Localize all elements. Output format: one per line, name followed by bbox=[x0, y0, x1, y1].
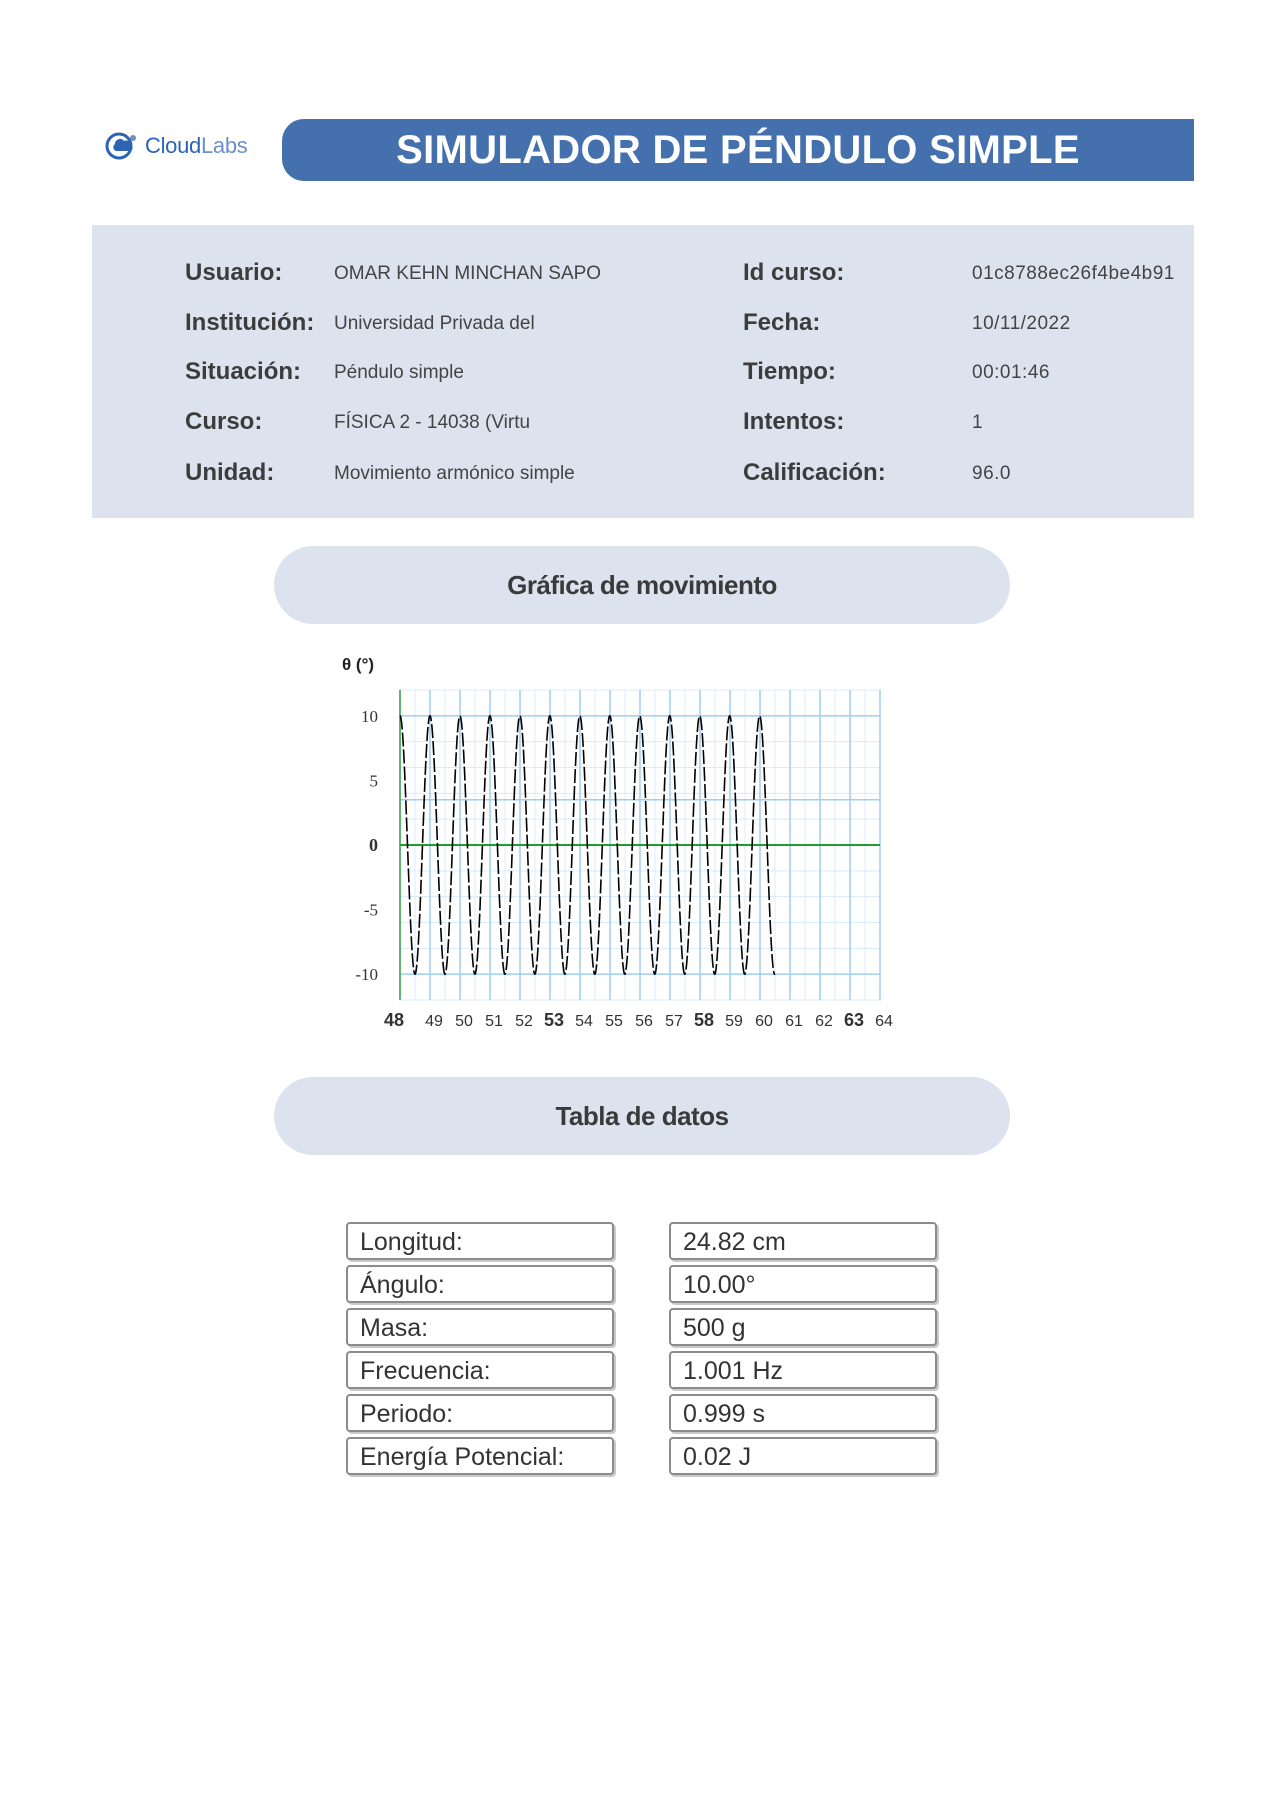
info-label-situacion: Situación: bbox=[185, 358, 302, 385]
y-tick-label: -10 bbox=[355, 965, 378, 985]
info-label-usuario: Usuario: bbox=[185, 259, 283, 286]
table-section-header bbox=[274, 1077, 1010, 1155]
x-tick-label: 58 bbox=[693, 1010, 715, 1030]
x-tick-label: 51 bbox=[485, 1013, 503, 1030]
logo-text-cloud: Cloud bbox=[145, 133, 201, 158]
info-row bbox=[92, 301, 1194, 341]
x-tick-label: 48 bbox=[383, 1010, 405, 1030]
x-tick-label: 59 bbox=[725, 1013, 743, 1030]
y-tick-label: 0 bbox=[369, 835, 378, 855]
x-tick-label: 62 bbox=[815, 1013, 833, 1030]
info-label-id-curso: Id curso: bbox=[743, 259, 845, 286]
info-label-institucion: Institución: bbox=[185, 309, 315, 336]
x-tick-label: 61 bbox=[785, 1013, 803, 1030]
info-value-tiempo: 00:01:46 bbox=[972, 362, 1050, 383]
info-label-tiempo: Tiempo: bbox=[743, 358, 836, 385]
x-tick-label: 55 bbox=[605, 1013, 623, 1030]
row-value-longitud: 24.82 cm bbox=[669, 1222, 937, 1260]
motion-chart bbox=[330, 650, 910, 1050]
row-label-longitud: Longitud: bbox=[346, 1222, 614, 1260]
x-tick-label: 53 bbox=[543, 1010, 565, 1030]
info-value-usuario: OMAR KEHN MINCHAN SAPO bbox=[334, 263, 602, 284]
info-label-intentos: Intentos: bbox=[743, 408, 845, 435]
row-label-periodo: Periodo: bbox=[346, 1394, 614, 1432]
info-row bbox=[92, 251, 1194, 291]
table-row bbox=[346, 1222, 938, 1260]
table-section-title: Tabla de datos bbox=[555, 1100, 729, 1131]
info-value-fecha: 10/11/2022 bbox=[972, 313, 1071, 334]
title-bar bbox=[282, 119, 1194, 181]
y-tick-label: -5 bbox=[363, 900, 378, 920]
table-row bbox=[346, 1308, 938, 1346]
info-value-situacion: Péndulo simple bbox=[334, 362, 464, 383]
info-value-id-curso: 01c8788ec26f4be4b91 bbox=[972, 263, 1175, 284]
row-value-angulo: 10.00° bbox=[669, 1265, 937, 1303]
info-label-unidad: Unidad: bbox=[185, 459, 275, 486]
info-label-calificacion: Calificación: bbox=[743, 459, 886, 486]
x-tick-label: 56 bbox=[635, 1013, 653, 1030]
info-label-fecha: Fecha: bbox=[743, 309, 821, 336]
info-value-calificacion: 96.0 bbox=[972, 463, 1011, 484]
x-tick-label: 64 bbox=[875, 1013, 893, 1030]
table-row bbox=[346, 1265, 938, 1303]
logo-text-labs: Labs bbox=[200, 133, 248, 158]
info-value-curso: FÍSICA 2 - 14038 (Virtu bbox=[334, 412, 531, 433]
x-tick-label: 54 bbox=[575, 1013, 593, 1030]
chart-section-title: Gráfica de movimiento bbox=[507, 569, 777, 600]
info-label-curso: Curso: bbox=[185, 408, 263, 435]
x-tick-label: 63 bbox=[843, 1010, 865, 1030]
info-row bbox=[92, 350, 1194, 390]
row-label-energia-potencial: Energía Potencial: bbox=[346, 1437, 614, 1475]
table-row bbox=[346, 1351, 938, 1389]
info-row bbox=[92, 451, 1194, 491]
chart-section-header bbox=[274, 546, 1010, 624]
row-label-frecuencia: Frecuencia: bbox=[346, 1351, 614, 1389]
row-label-angulo: Ángulo: bbox=[346, 1265, 614, 1303]
y-tick-label: 10 bbox=[361, 706, 378, 726]
x-tick-label: 49 bbox=[425, 1013, 443, 1030]
x-tick-label: 57 bbox=[665, 1013, 683, 1030]
info-value-institucion: Universidad Privada del bbox=[334, 313, 535, 334]
table-row bbox=[346, 1394, 938, 1432]
x-tick-label: 60 bbox=[755, 1013, 773, 1030]
info-value-unidad: Movimiento armónico simple bbox=[334, 463, 575, 484]
page-title: SIMULADOR DE PÉNDULO SIMPLE bbox=[396, 127, 1080, 172]
row-value-energia-potencial: 0.02 J bbox=[669, 1437, 937, 1475]
row-value-periodo: 0.999 s bbox=[669, 1394, 937, 1432]
y-axis-label: θ (°) bbox=[342, 655, 375, 674]
y-tick-label: 5 bbox=[369, 771, 378, 791]
x-tick-label: 50 bbox=[455, 1013, 473, 1030]
cloud-logo-icon bbox=[105, 128, 143, 164]
row-value-frecuencia: 1.001 Hz bbox=[669, 1351, 937, 1389]
row-label-masa: Masa: bbox=[346, 1308, 614, 1346]
info-row bbox=[92, 400, 1194, 440]
motion-chart-svg bbox=[330, 650, 910, 1050]
table-row bbox=[346, 1437, 938, 1475]
info-value-intentos: 1 bbox=[972, 412, 984, 433]
x-tick-label: 52 bbox=[515, 1013, 533, 1030]
row-value-masa: 500 g bbox=[669, 1308, 937, 1346]
logo-text bbox=[145, 133, 248, 159]
cloudlabs-logo bbox=[105, 128, 248, 164]
info-panel bbox=[92, 225, 1194, 518]
